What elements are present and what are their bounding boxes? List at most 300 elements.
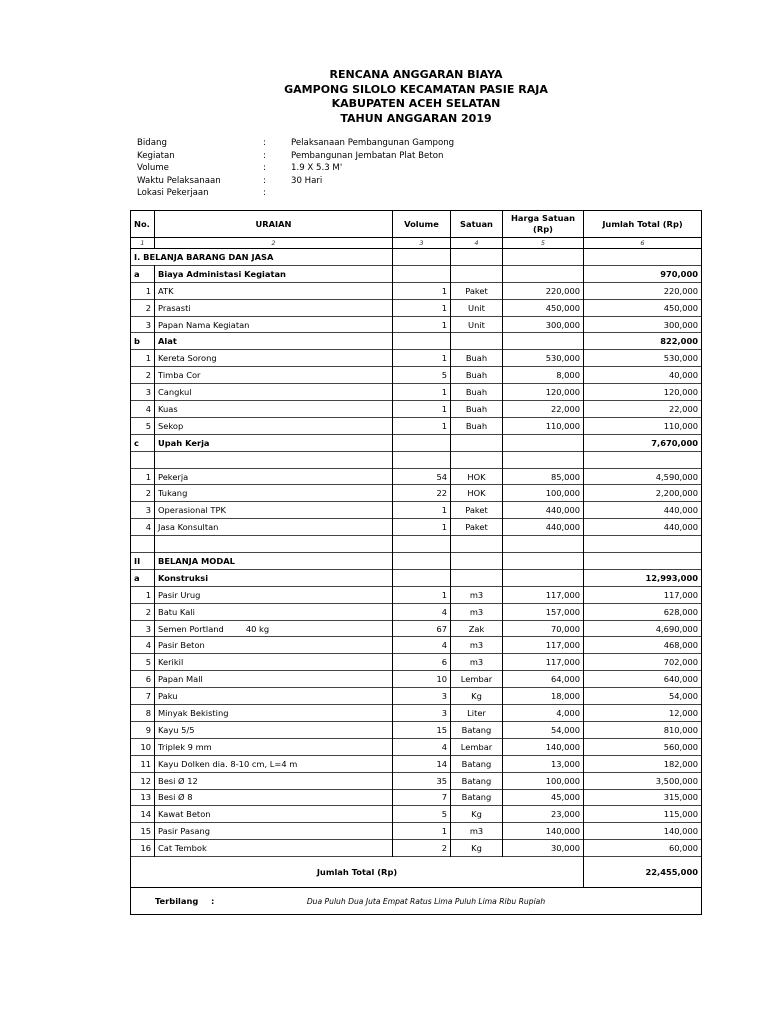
item-total: 115,000 <box>584 806 702 823</box>
activity-info <box>137 137 454 200</box>
item-total: 4,590,000 <box>584 468 702 485</box>
blank-row <box>131 451 702 468</box>
table-row <box>131 789 702 806</box>
group-code: a <box>131 265 155 282</box>
empty-cell <box>451 451 503 468</box>
table-row <box>131 671 702 688</box>
item-price: 64,000 <box>503 671 584 688</box>
empty-cell <box>503 333 584 350</box>
item-name <box>155 755 393 772</box>
item-volume: 14 <box>393 755 451 772</box>
terbilang-row <box>131 888 702 915</box>
empty-cell <box>393 333 451 350</box>
item-price: 117,000 <box>503 586 584 603</box>
empty-cell <box>393 249 451 266</box>
table-row <box>131 586 702 603</box>
title-line-2: GAMPONG SILOLO KECAMATAN PASIE RAJA <box>284 82 548 96</box>
table-row <box>131 840 702 857</box>
item-unit: m3 <box>451 586 503 603</box>
item-total: 54,000 <box>584 688 702 705</box>
info-value: Pelaksanaan Pembangunan Gampong <box>291 138 455 148</box>
empty-cell <box>393 451 451 468</box>
item-price: 117,000 <box>503 654 584 671</box>
item-name <box>155 620 393 637</box>
item-total: 220,000 <box>584 282 702 299</box>
item-price: 530,000 <box>503 350 584 367</box>
item-name <box>155 384 393 401</box>
table-row <box>131 806 702 823</box>
item-total: 810,000 <box>584 721 702 738</box>
item-name <box>155 603 393 620</box>
table-header-row <box>131 211 702 238</box>
item-volume: 1 <box>393 586 451 603</box>
empty-cell <box>131 536 155 553</box>
terbilang-cell <box>131 888 702 915</box>
table-row <box>131 603 702 620</box>
item-no: 2 <box>131 299 155 316</box>
item-unit: m3 <box>451 637 503 654</box>
item-name-text: Papan Mall <box>158 674 203 685</box>
item-total: 300,000 <box>584 316 702 333</box>
item-total: 315,000 <box>584 789 702 806</box>
colnum-1: 1 <box>131 238 155 249</box>
item-name <box>155 350 393 367</box>
item-no: 1 <box>131 586 155 603</box>
item-name-text: Kerikil <box>158 657 184 668</box>
item-unit: Buah <box>451 384 503 401</box>
item-unit: Zak <box>451 620 503 637</box>
item-total: 468,000 <box>584 637 702 654</box>
item-total: 440,000 <box>584 502 702 519</box>
item-volume: 4 <box>393 603 451 620</box>
item-name-text: Kayu Dolken dia. 8-10 cm, L=4 m <box>158 758 298 769</box>
item-volume: 7 <box>393 789 451 806</box>
header-uraian: URAIAN <box>155 211 393 238</box>
item-price: 140,000 <box>503 823 584 840</box>
item-total: 628,000 <box>584 603 702 620</box>
item-name <box>155 586 393 603</box>
empty-cell <box>451 553 503 570</box>
group-code: a <box>131 569 155 586</box>
table-row <box>131 468 702 485</box>
item-name-text: Kereta Sorong <box>158 353 217 364</box>
item-name <box>155 519 393 536</box>
item-price: 54,000 <box>503 721 584 738</box>
item-name <box>155 671 393 688</box>
item-unit: HOK <box>451 485 503 502</box>
item-name-text: Besi Ø 12 <box>158 775 198 786</box>
item-unit: Buah <box>451 417 503 434</box>
item-name-text: Minyak Bekisting <box>158 707 229 718</box>
header-satuan: Satuan <box>451 211 503 238</box>
item-unit: Liter <box>451 705 503 722</box>
blank-row <box>131 536 702 553</box>
item-price: 13,000 <box>503 755 584 772</box>
table-row <box>131 316 702 333</box>
info-row <box>137 175 454 188</box>
table-row <box>131 384 702 401</box>
item-price: 4,000 <box>503 705 584 722</box>
item-no: 1 <box>131 282 155 299</box>
item-unit: m3 <box>451 823 503 840</box>
header-volume: Volume <box>393 211 451 238</box>
item-no: 14 <box>131 806 155 823</box>
empty-cell <box>451 434 503 451</box>
empty-cell <box>503 553 584 570</box>
item-price: 85,000 <box>503 468 584 485</box>
item-volume: 3 <box>393 688 451 705</box>
item-no: 4 <box>131 637 155 654</box>
group-title: Konstruksi <box>155 569 393 586</box>
info-label: Lokasi Pekerjaan <box>137 188 209 199</box>
grand-total-label: Jumlah Total (Rp) <box>131 857 584 888</box>
group-row-konstruksi <box>131 569 702 586</box>
item-total: 120,000 <box>584 384 702 401</box>
item-no: 2 <box>131 485 155 502</box>
colnum-6: 6 <box>584 238 702 249</box>
terbilang-value: Dua Puluh Dua Juta Empat Ratus Lima Puluh Lima Ribu Rupiah <box>306 897 546 907</box>
info-value: Pembangunan Jembatan Plat Beton <box>291 150 444 161</box>
item-price: 440,000 <box>503 502 584 519</box>
item-unit: Unit <box>451 299 503 316</box>
item-unit: m3 <box>451 654 503 671</box>
item-price: 440,000 <box>503 519 584 536</box>
item-total: 40,000 <box>584 367 702 384</box>
table-row <box>131 299 702 316</box>
empty-cell <box>393 553 451 570</box>
item-no: 12 <box>131 772 155 789</box>
item-volume: 1 <box>393 350 451 367</box>
table-row <box>131 417 702 434</box>
info-label: Volume <box>137 163 169 174</box>
item-no: 10 <box>131 738 155 755</box>
item-name-text: Sekop <box>158 420 184 431</box>
item-name-text: Pasir Urug <box>158 589 201 600</box>
item-volume: 6 <box>393 654 451 671</box>
item-name <box>155 705 393 722</box>
item-name-text: Jasa Konsultan <box>158 522 219 533</box>
item-volume: 1 <box>393 401 451 418</box>
item-price: 220,000 <box>503 282 584 299</box>
item-price: 45,000 <box>503 789 584 806</box>
item-name-text: Papan Nama Kegiatan <box>158 319 250 330</box>
item-price: 100,000 <box>503 772 584 789</box>
table-row <box>131 705 702 722</box>
item-no: 3 <box>131 502 155 519</box>
item-name <box>155 401 393 418</box>
item-name <box>155 282 393 299</box>
item-name-text: Operasional TPK <box>158 505 226 516</box>
empty-cell <box>393 569 451 586</box>
item-no: 8 <box>131 705 155 722</box>
group-title: Biaya Administasi Kegiatan <box>155 265 393 282</box>
colnum-2: 2 <box>155 238 393 249</box>
section-title: BELANJA MODAL <box>155 553 393 570</box>
item-name <box>155 738 393 755</box>
item-name-text: Timba Cor <box>158 370 201 381</box>
item-unit: Buah <box>451 367 503 384</box>
item-name-text: Kuas <box>158 403 178 414</box>
empty-cell <box>451 333 503 350</box>
table-row <box>131 485 702 502</box>
table-row <box>131 350 702 367</box>
item-no: 11 <box>131 755 155 772</box>
header-jumlah-total: Jumlah Total (Rp) <box>584 211 702 238</box>
item-name <box>155 485 393 502</box>
item-price: 30,000 <box>503 840 584 857</box>
colnum-3: 3 <box>393 238 451 249</box>
info-row <box>137 137 454 150</box>
info-row <box>137 187 454 200</box>
column-number-row <box>131 238 702 249</box>
item-name <box>155 688 393 705</box>
item-volume: 4 <box>393 637 451 654</box>
document-title <box>0 68 768 126</box>
item-unit: Paket <box>451 502 503 519</box>
item-price: 70,000 <box>503 620 584 637</box>
item-name <box>155 299 393 316</box>
item-unit: Batang <box>451 755 503 772</box>
item-volume: 3 <box>393 705 451 722</box>
budget-table <box>130 210 702 915</box>
info-colon: : <box>263 138 266 148</box>
info-colon: : <box>263 188 266 199</box>
item-name-text: Besi Ø 8 <box>158 792 193 803</box>
section-row <box>131 249 702 266</box>
item-total: 60,000 <box>584 840 702 857</box>
item-name-text: Batu Kali <box>158 606 195 617</box>
empty-cell <box>393 434 451 451</box>
item-volume: 4 <box>393 738 451 755</box>
group-total: 822,000 <box>584 333 702 350</box>
item-volume: 10 <box>393 671 451 688</box>
item-total: 640,000 <box>584 671 702 688</box>
item-total: 3,500,000 <box>584 772 702 789</box>
item-unit: Buah <box>451 401 503 418</box>
item-name-text: Tukang <box>158 488 188 499</box>
item-price: 110,000 <box>503 417 584 434</box>
item-name-text: Semen Portland <box>158 623 224 634</box>
empty-cell <box>393 265 451 282</box>
item-price: 100,000 <box>503 485 584 502</box>
terbilang-colon: : <box>211 896 215 907</box>
item-volume: 22 <box>393 485 451 502</box>
item-name <box>155 772 393 789</box>
item-name <box>155 367 393 384</box>
item-total: 450,000 <box>584 299 702 316</box>
group-title: Upah Kerja <box>155 434 393 451</box>
item-total: 117,000 <box>584 586 702 603</box>
table-row <box>131 688 702 705</box>
item-no: 3 <box>131 316 155 333</box>
table-row <box>131 620 702 637</box>
item-unit: m3 <box>451 603 503 620</box>
item-name-text: ATK <box>158 285 174 296</box>
item-name <box>155 417 393 434</box>
title-line-1: RENCANA ANGGARAN BIAYA <box>329 68 503 81</box>
table-row <box>131 823 702 840</box>
item-no: 4 <box>131 401 155 418</box>
item-name <box>155 502 393 519</box>
item-volume: 67 <box>393 620 451 637</box>
item-no: 13 <box>131 789 155 806</box>
info-value: 1.9 X 5.3 M' <box>291 163 343 174</box>
table-row <box>131 738 702 755</box>
empty-cell <box>503 434 584 451</box>
item-unit: Batang <box>451 772 503 789</box>
item-name-text: Pasir Beton <box>158 640 205 651</box>
empty-cell <box>451 569 503 586</box>
header-harga-satuan: Harga Satuan (Rp) <box>503 211 584 238</box>
item-price: 23,000 <box>503 806 584 823</box>
item-unit: HOK <box>451 468 503 485</box>
item-price: 300,000 <box>503 316 584 333</box>
item-unit: Kg <box>451 806 503 823</box>
item-name-text: Pekerja <box>158 471 189 482</box>
item-unit: Batang <box>451 789 503 806</box>
item-no: 4 <box>131 519 155 536</box>
item-price: 450,000 <box>503 299 584 316</box>
item-no: 16 <box>131 840 155 857</box>
empty-cell <box>451 265 503 282</box>
group-total: 970,000 <box>584 265 702 282</box>
item-name <box>155 789 393 806</box>
item-no: 1 <box>131 468 155 485</box>
section-code: II <box>131 553 155 570</box>
grand-total-row <box>131 857 702 888</box>
item-volume: 15 <box>393 721 451 738</box>
item-volume: 5 <box>393 367 451 384</box>
item-total: 440,000 <box>584 519 702 536</box>
item-unit: Kg <box>451 840 503 857</box>
item-name <box>155 806 393 823</box>
item-name <box>155 316 393 333</box>
table-row <box>131 755 702 772</box>
info-label: Waktu Pelaksanaan <box>137 175 221 186</box>
empty-cell <box>503 249 584 266</box>
item-total: 530,000 <box>584 350 702 367</box>
item-volume: 1 <box>393 823 451 840</box>
item-price: 120,000 <box>503 384 584 401</box>
item-price: 8,000 <box>503 367 584 384</box>
table-row <box>131 637 702 654</box>
empty-cell <box>503 451 584 468</box>
item-name-text: Kayu 5/5 <box>158 724 195 735</box>
item-no: 9 <box>131 721 155 738</box>
title-line-3: KABUPATEN ACEH SELATAN <box>331 97 501 110</box>
table-row <box>131 401 702 418</box>
item-unit: Lembar <box>451 671 503 688</box>
item-name-extra: 40 kg <box>245 623 270 634</box>
group-row-a <box>131 265 702 282</box>
item-no: 5 <box>131 417 155 434</box>
empty-cell <box>503 569 584 586</box>
item-unit: Kg <box>451 688 503 705</box>
item-no: 2 <box>131 603 155 620</box>
item-name-text: Prasasti <box>158 302 191 313</box>
item-volume: 1 <box>393 299 451 316</box>
info-row <box>137 150 454 163</box>
item-price: 117,000 <box>503 637 584 654</box>
item-volume: 35 <box>393 772 451 789</box>
table-row <box>131 721 702 738</box>
table-row <box>131 654 702 671</box>
table-row <box>131 519 702 536</box>
empty-cell <box>584 451 702 468</box>
item-unit: Unit <box>451 316 503 333</box>
item-total: 140,000 <box>584 823 702 840</box>
info-label: Bidang <box>137 138 167 148</box>
table-row <box>131 772 702 789</box>
item-unit: Paket <box>451 282 503 299</box>
item-name-text: Triplek 9 mm <box>158 741 212 752</box>
empty-cell <box>451 249 503 266</box>
item-name-text: Cangkul <box>158 387 192 398</box>
item-name-text: Cat Tembok <box>158 843 207 854</box>
empty-cell <box>503 536 584 553</box>
item-volume: 5 <box>393 806 451 823</box>
item-name <box>155 840 393 857</box>
colnum-5: 5 <box>503 238 584 249</box>
info-value: 30 Hari <box>291 175 323 186</box>
item-volume: 1 <box>393 519 451 536</box>
item-total: 22,000 <box>584 401 702 418</box>
item-no: 7 <box>131 688 155 705</box>
item-price: 18,000 <box>503 688 584 705</box>
item-unit: Batang <box>451 721 503 738</box>
item-no: 1 <box>131 350 155 367</box>
item-volume: 1 <box>393 282 451 299</box>
item-no: 5 <box>131 654 155 671</box>
grand-total-value: 22,455,000 <box>584 857 702 888</box>
item-name <box>155 654 393 671</box>
info-colon: : <box>263 163 266 174</box>
item-unit: Paket <box>451 519 503 536</box>
group-title: Alat <box>155 333 393 350</box>
item-total: 110,000 <box>584 417 702 434</box>
info-row <box>137 162 454 175</box>
item-volume: 54 <box>393 468 451 485</box>
group-row-b <box>131 333 702 350</box>
info-colon: : <box>263 150 266 161</box>
item-no: 2 <box>131 367 155 384</box>
item-total: 560,000 <box>584 738 702 755</box>
table-row <box>131 282 702 299</box>
empty-cell <box>451 536 503 553</box>
empty-cell <box>584 536 702 553</box>
section-row <box>131 553 702 570</box>
terbilang-label: Terbilang <box>155 896 199 907</box>
table-row <box>131 502 702 519</box>
info-colon: : <box>263 175 266 186</box>
empty-cell <box>584 249 702 266</box>
item-total: 4,690,000 <box>584 620 702 637</box>
item-no: 15 <box>131 823 155 840</box>
item-unit: Lembar <box>451 738 503 755</box>
empty-cell <box>503 265 584 282</box>
item-total: 12,000 <box>584 705 702 722</box>
info-label: Kegiatan <box>137 150 175 161</box>
item-volume: 1 <box>393 502 451 519</box>
section-title: I. BELANJA BARANG DAN JASA <box>131 249 393 266</box>
header-no: No. <box>131 211 155 238</box>
item-name-text: Paku <box>158 691 178 702</box>
item-no: 3 <box>131 620 155 637</box>
item-name <box>155 468 393 485</box>
empty-cell <box>393 536 451 553</box>
group-total: 12,993,000 <box>584 569 702 586</box>
item-price: 157,000 <box>503 603 584 620</box>
